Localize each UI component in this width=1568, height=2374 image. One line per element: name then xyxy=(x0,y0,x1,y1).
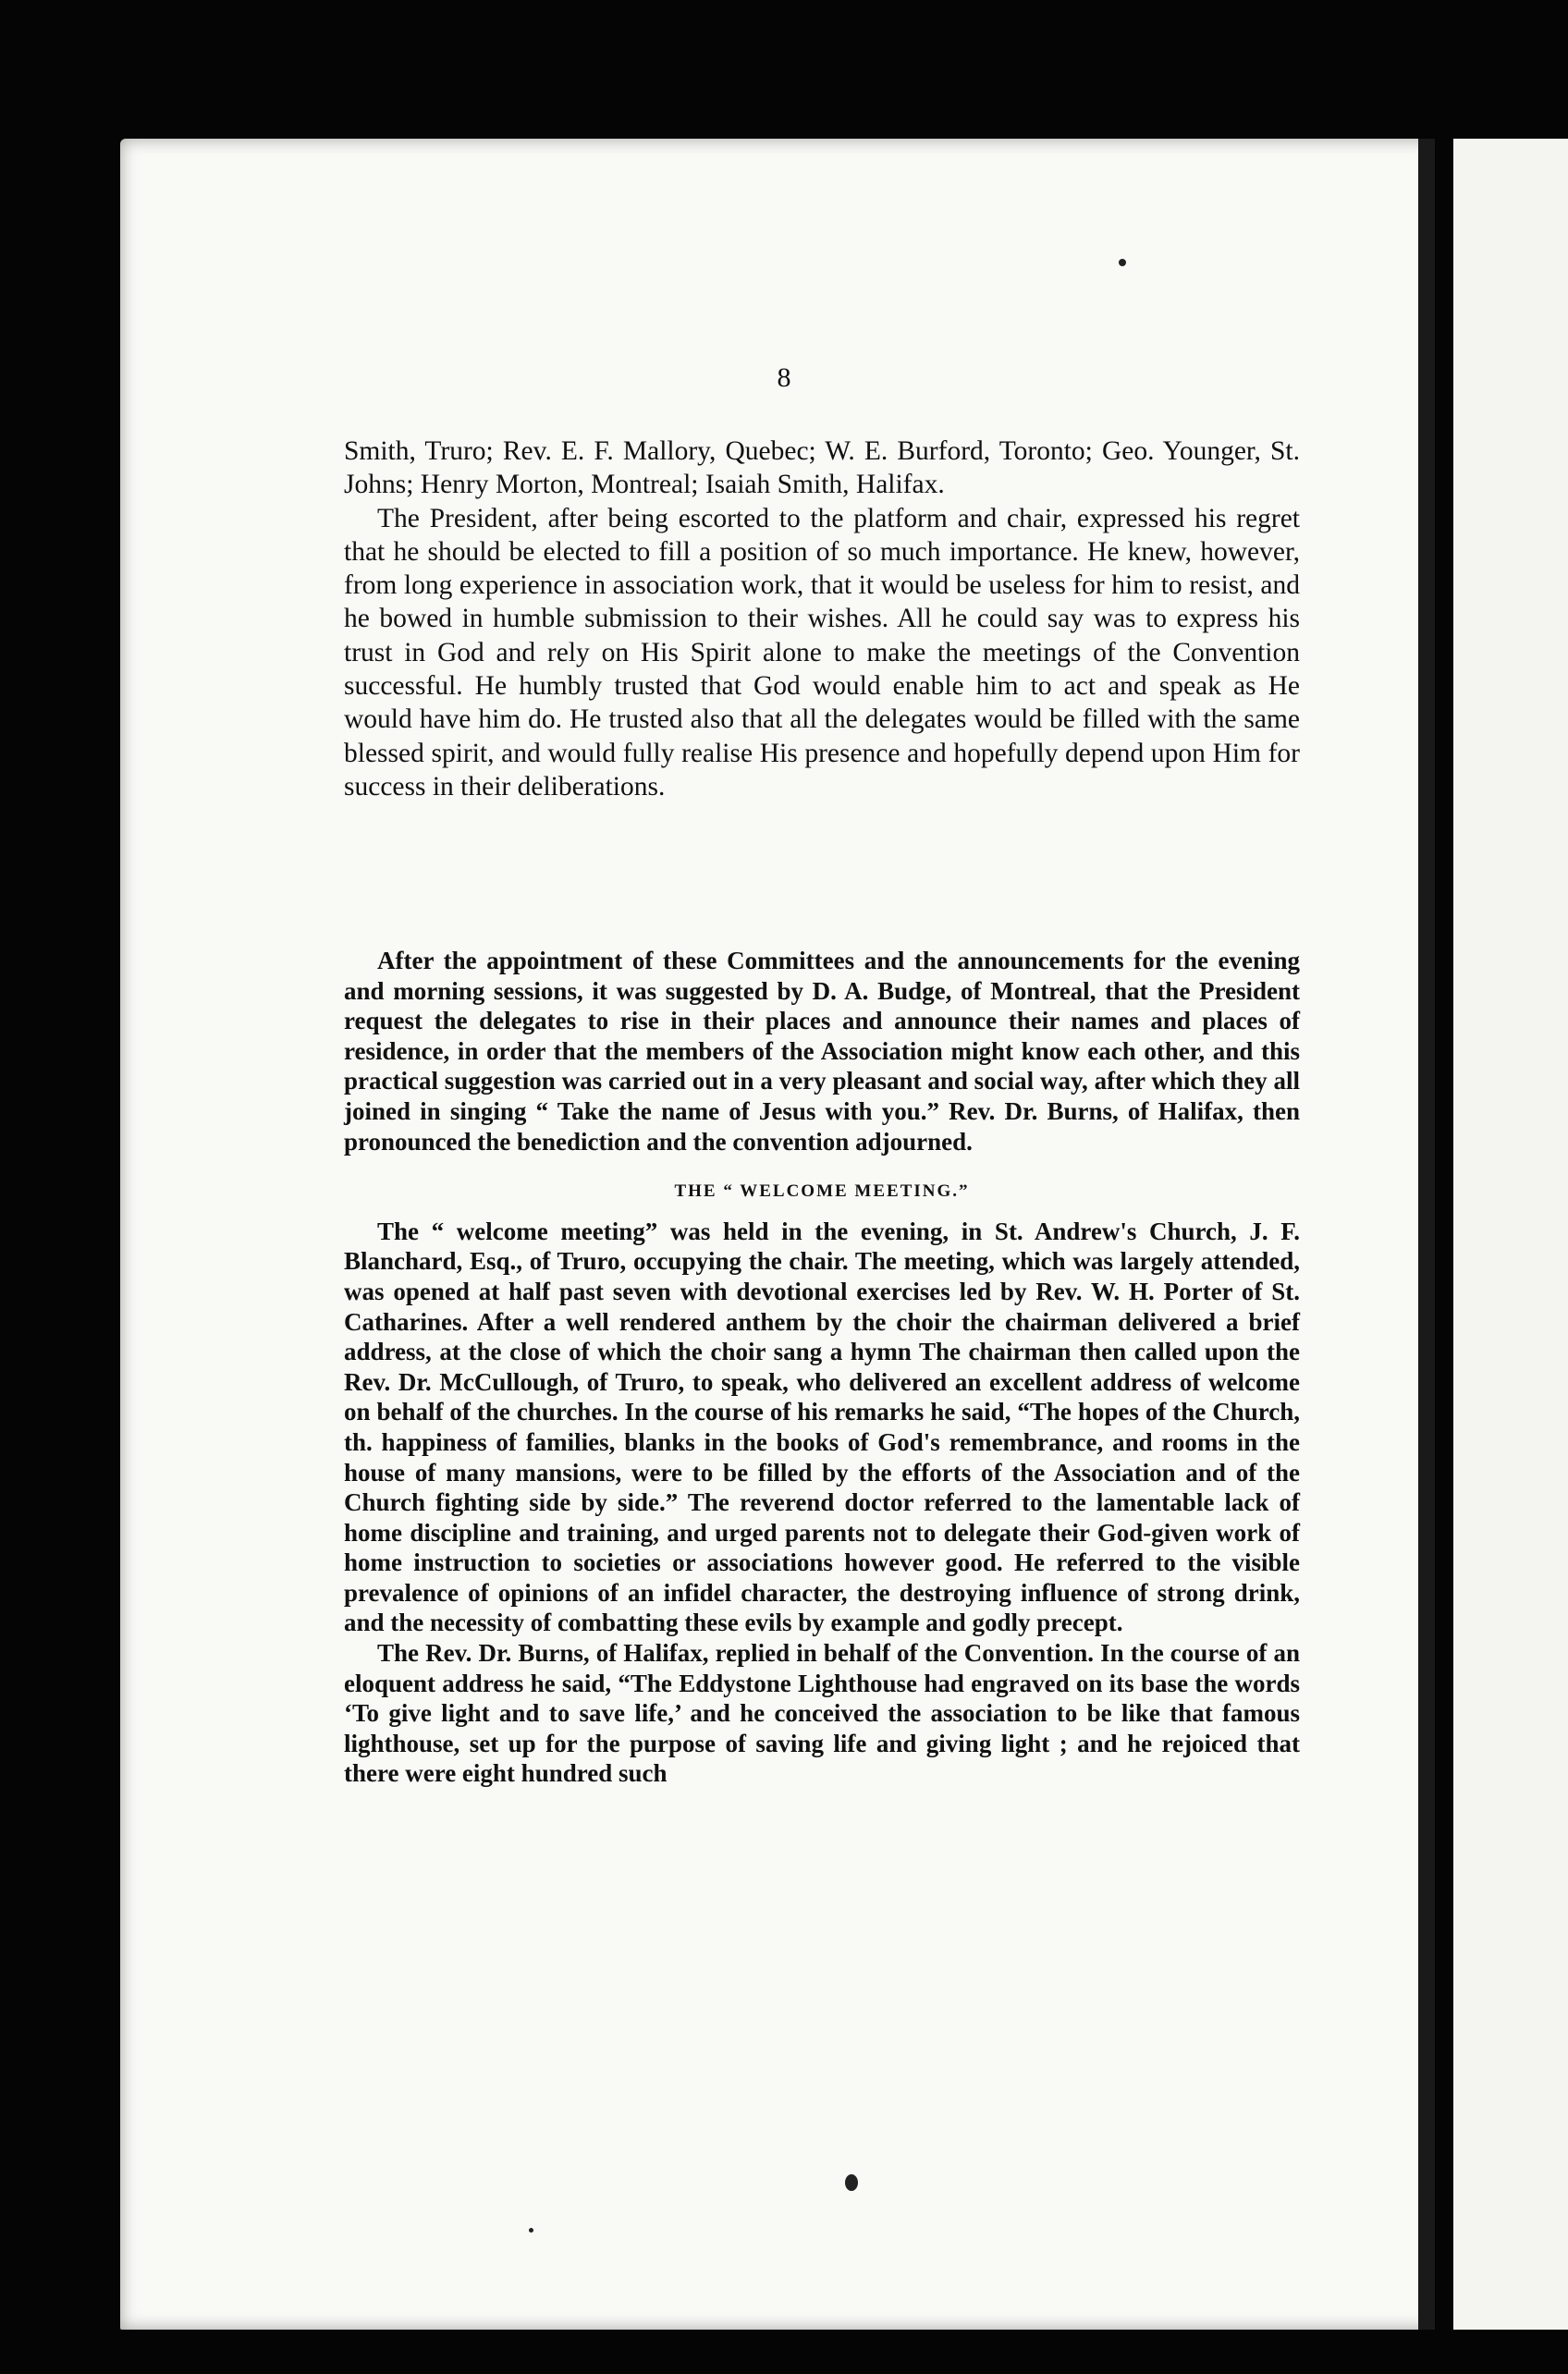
body-text-light xyxy=(344,434,1300,803)
adjacent-page-edge xyxy=(1453,139,1568,2330)
page-gutter xyxy=(1418,139,1435,2330)
paragraph-president-address: The President, after being escorted to the platform and chair, expressed his regret that he should be elected to fill a position of so much importance. He knew, however, from long experience in association work, that it would be useless for him to resist, and he bowed in humble submission to their wishes. All he could say was to express his trust in God and rely on His Spirit alone to make the meetings of the Convention successful. He humbly trusted that God would enable him to act and speak as He would have him do. He trusted also that all the delegates would be filled with the same blessed spirit, and would fully realise His presence and hopefully depend upon Him for success in their deliberations. xyxy=(344,503,1300,802)
paragraph-burns-reply: The Rev. Dr. Burns, of Halifax, replied in behalf of the Convention. In the course of an eloquent address he said, “The Eddystone Lighthouse had engraved on its base the words ‘To give light and to save life,’ and he conceived the association to be like that famous lighthouse, set up for the purpose of saving life and giving light ; and he rejoiced that there were eight hundred such xyxy=(344,1639,1300,1788)
ink-speck xyxy=(529,2228,533,2233)
paragraph-delegate-list: Smith, Truro; Rev. E. F. Mallory, Quebec; W. E. Burford, Toronto; Geo. Younger, St. Johns; Henry Morton, Montreal; Isaiah Smith, Halifax. xyxy=(344,436,1300,500)
ink-speck xyxy=(1119,259,1126,266)
section-heading-welcome-meeting: THE “ WELCOME MEETING.” xyxy=(674,1181,970,1202)
page-number: 8 xyxy=(777,362,791,393)
paragraph-committees: After the appointment of these Committees and the announcements for the evening and morning sessions, it was suggested by D. A. Budge, of Montreal, that the President request the delegates to rise in their places and announce their names and places of residence, in order that the members of the Association might know each other, and this practical suggestion was carried out in a very pleasant and social way, after which they all joined in singing “ Take the name of Jesus with you.” Rev. Dr. Burns, of Halifax, then pronounced the benediction and the convention adjourned. xyxy=(344,947,1300,1156)
body-text-bold xyxy=(344,946,1300,1789)
ink-speck xyxy=(845,2174,858,2191)
paragraph-welcome-meeting: The “ welcome meeting” was held in the evening, in St. Andrew's Church, J. F. Blanchard, Esq., of Truro, occupying the chair. The meeting, which was largely attended, was opened at half past seven with devotional exercises led by Rev. W. H. Porter of St. Catharines. After a well rendered anthem by the choir the chairman delivered a brief address, at the close of which the choir sang a hymn The chairman then called upon the Rev. Dr. McCullough, of Truro, to speak, who delivered an excellent address of welcome on behalf of the churches. In the course of his remarks he said, “The hopes of the Church, th. happiness of families, blanks in the books of God's remembrance, and rooms in the house of many mansions, were to be filled by the efforts of the Association and of the Church fighting side by side.” The reverend doctor referred to the lamentable lack of home discipline and training, and urged parents not to delegate their God-given work of home instruction to societies or associations however good. He referred to the visible prevalence of opinions of an infidel character, the destroying influence of strong drink, and the necessity of combatting these evils by example and godly precept. xyxy=(344,1217,1300,1637)
